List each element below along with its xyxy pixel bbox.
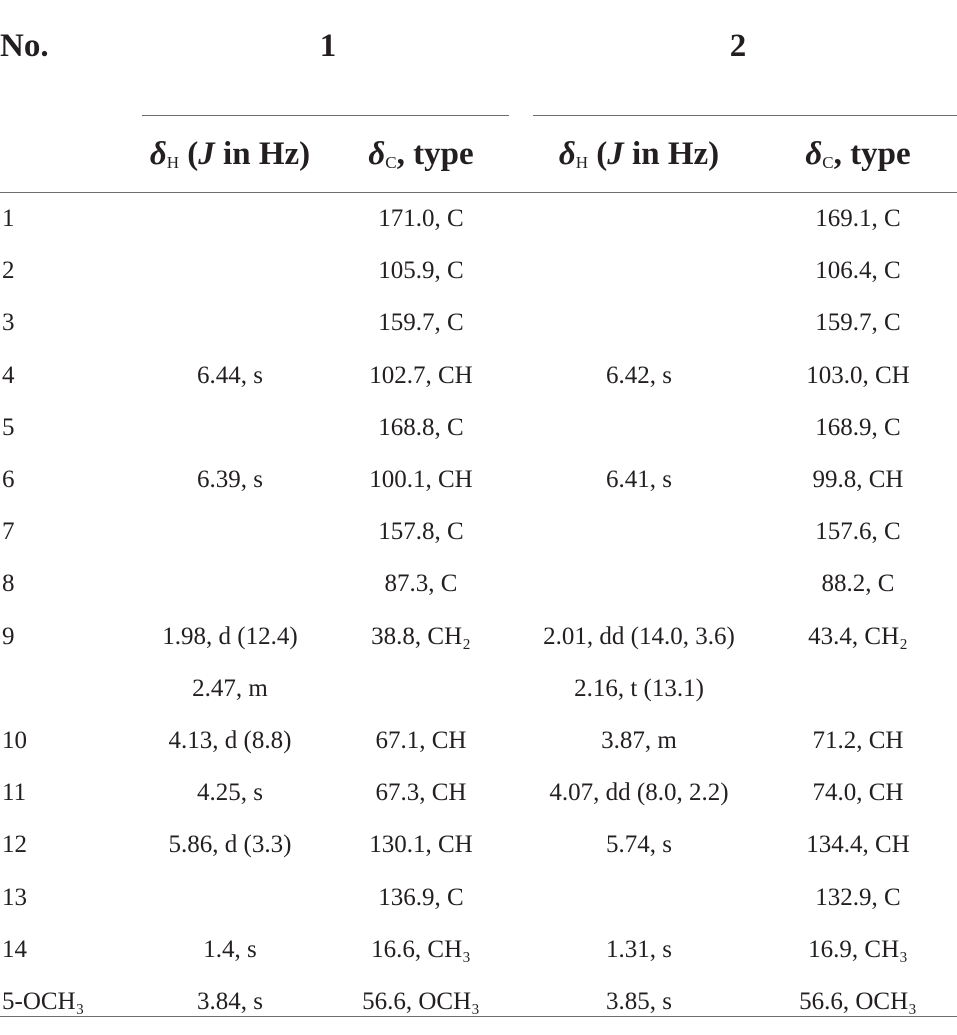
delta-h-compound-2-cell [519,193,759,246]
position-cell: 10 [2,726,27,754]
delta-h-compound-1-cell: 1.98, d (12.4) [162,622,298,650]
delta-c-compound-2-cell: 56.6, OCH₃ [799,987,917,1015]
position-cell: 9 [2,622,15,650]
delta-h-compound-2-cell: 6.42, s [606,361,672,389]
position-cell [0,663,137,715]
table-bottom-rule [0,1016,957,1017]
delta-h-compound-2-cell: 3.87, m [601,726,677,754]
delta-c-compound-2-cell: 159.7, C [815,309,901,337]
delta-c-compound-1-cell [323,663,519,715]
position-cell: 14 [2,935,27,963]
table-row [0,454,957,506]
delta-c-compound-1-cell: 67.3, CH [375,779,467,807]
delta-c-compound-1-cell: 157.8, C [378,518,464,546]
delta-h-compound-1-cell [137,245,323,297]
delta-c-compound-1-cell: 16.6, CH₃ [371,935,471,963]
delta-h-compound-1-cell [137,558,323,610]
position-cell: 13 [2,883,27,911]
header-empty [0,116,137,193]
header-compound-1 [137,0,519,116]
delta-h-compound-2-cell [519,558,759,610]
delta-c-compound-1-cell: 130.1, CH [369,831,473,859]
header-delta-c-2: $\delta_C$, type [759,116,957,193]
position-cell: 6 [2,466,15,494]
delta-c-compound-1-cell: 102.7, CH [369,361,473,389]
position-cell: 4 [2,361,15,389]
delta-c-compound-2-cell: 71.2, CH [812,726,904,754]
delta-c-compound-1-cell: 105.9, C [378,257,464,285]
delta-c-compound-2-cell: 74.0, CH [812,779,904,807]
delta-h-compound-1-cell: 1.4, s [203,935,257,963]
delta-h-compound-1-cell: 4.25, s [197,779,263,807]
delta-c-compound-1-cell: 171.0, C [378,205,464,233]
position-cell: 1 [2,205,15,233]
delta-h-compound-2-cell: 3.85, s [606,987,672,1015]
delta-h-compound-1-cell: 2.47, m [192,674,268,702]
table-body [0,193,957,1029]
header-row-compounds [0,0,957,116]
compound-1-rule [142,115,509,116]
delta-c-compound-1-cell: 159.7, C [378,309,464,337]
position-cell: 2 [2,257,15,285]
position-cell: 7 [2,518,15,546]
delta-c-compound-1-cell: 168.8, C [378,413,464,441]
delta-h-compound-1-cell: 5.86, d (3.3) [168,831,292,859]
delta-h-compound-2-cell [519,402,759,454]
table-row [0,871,957,923]
delta-h-compound-2-cell [519,871,759,923]
header-no: No. [0,28,49,64]
position-cell: 11 [2,779,27,807]
delta-h-compound-1-cell: 6.44, s [197,361,263,389]
table-row [0,402,957,454]
delta-c-compound-1-cell: 136.9, C [378,883,464,911]
delta-c-compound-1-cell: 56.6, OCH₃ [362,987,480,1015]
delta-c-compound-2-cell: 168.9, C [815,413,901,441]
table-row [0,506,957,558]
table-row [0,350,957,402]
delta-h-compound-2-cell [519,245,759,297]
delta-h-compound-1-cell: 3.84, s [197,987,263,1015]
delta-h-compound-2-cell: 2.01, dd (14.0, 3.6) [543,622,735,650]
delta-c-compound-2-cell: 99.8, CH [812,466,904,494]
position-cell: 12 [2,831,27,859]
delta-h-compound-1-cell [137,193,323,246]
position-cell: 3 [2,309,15,337]
table-row [0,663,957,715]
delta-c-compound-1-cell: 100.1, CH [369,466,473,494]
table-row [0,611,957,663]
header-compound-2 [519,0,957,116]
delta-c-compound-2-cell: 169.1, C [815,205,901,233]
header-row-columns [0,116,957,193]
compound-2-label: 2 [729,28,747,64]
delta-c-compound-2-cell: 88.2, C [821,570,895,598]
header-delta-h-1: $\delta_H$ (J in Hz) [137,116,323,193]
delta-c-compound-2-cell: 43.4, CH₂ [808,622,908,650]
table-row [0,715,957,767]
delta-h-compound-1-cell [137,871,323,923]
position-cell: 5 [2,413,15,441]
table-row [0,245,957,297]
delta-h-compound-1-cell: 4.13, d (8.8) [168,726,292,754]
table-row [0,924,957,976]
table-row [0,297,957,349]
header-delta-h-2: $\delta_H$ (J in Hz) [519,116,759,193]
delta-c-compound-1-cell: 87.3, C [384,570,458,598]
table-row [0,767,957,819]
delta-h-compound-1-cell: 6.39, s [197,466,263,494]
delta-h-compound-1-cell [137,506,323,558]
delta-c-compound-1-cell: 67.1, CH [375,726,467,754]
delta-h-compound-1-cell [137,402,323,454]
delta-c-compound-1-cell: 38.8, CH₂ [371,622,471,650]
delta-h-compound-2-cell [519,506,759,558]
delta-h-compound-2-cell: 5.74, s [606,831,672,859]
delta-c-compound-2-cell: 103.0, CH [806,361,910,389]
delta-h-compound-2-cell: 6.41, s [606,466,672,494]
delta-c-compound-2-cell: 157.6, C [815,518,901,546]
table-row [0,819,957,871]
table-row [0,558,957,610]
delta-h-compound-2-cell: 1.31, s [606,935,672,963]
table-row [0,976,957,1028]
delta-h-compound-2-cell: 2.16, t (13.1) [574,674,704,702]
position-cell: 8 [2,570,15,598]
delta-h-compound-2-cell [519,297,759,349]
delta-h-compound-1-cell [137,297,323,349]
compound-2-rule [533,115,957,116]
delta-c-compound-2-cell: 106.4, C [815,257,901,285]
compound-1-label: 1 [319,28,337,64]
delta-c-compound-2-cell: 16.9, CH₃ [808,935,908,963]
header-delta-c-1: $\delta_C$, type [323,116,519,193]
table-row [0,193,957,246]
delta-c-compound-2-cell: 132.9, C [815,883,901,911]
delta-h-compound-2-cell: 4.07, dd (8.0, 2.2) [549,779,729,807]
delta-c-compound-2-cell [759,663,957,715]
position-cell: 5-OCH₃ [2,987,85,1015]
delta-c-compound-2-cell: 134.4, CH [806,831,910,859]
